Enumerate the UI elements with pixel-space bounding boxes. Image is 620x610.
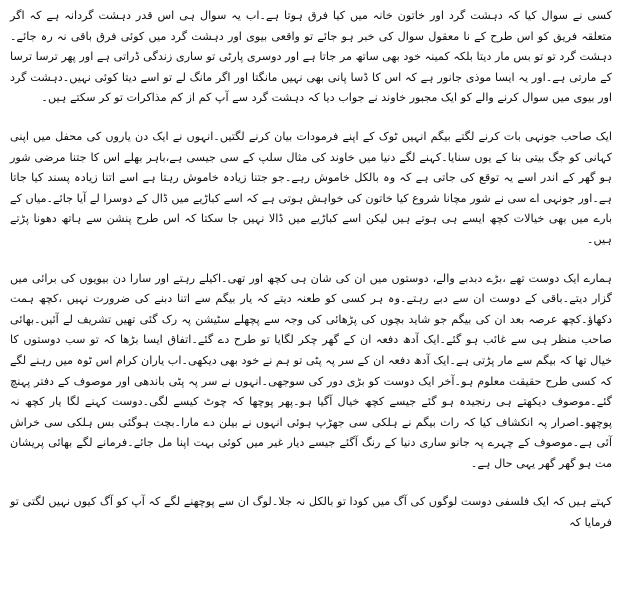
paragraph-4: کہتے ہیں کہ ایک فلسفی دوست لوگوں کی آگ میں کودا تو بالکل نہ جلا۔لوگ ان سے پوچھنے لگے کہ آپ کو آگ کیوں نہیں لگتی تو فرمایا کہ [10,495,612,530]
paragraph-3: ہمارے ایک دوست تھے ،بڑے دبدبے والے، دوستوں میں ان کی شان ہی کچھ اور تھی۔اکیلے رہتے اور سارا دن بیویوں کی برائی میں گزار دیتے۔باقی کے دوست ان سے دبے رہتے۔وہ ہر کسی کو طعنہ دیتے کہ یار بیگم سے اتنا دبنے کی ضرورت نہیں ،کچھ ہمت دکھاؤ۔کچھ عرصہ بعد ان کی بیگم جو شاید بچوں کی پڑھائی کی وجہ سے پچھلے سٹیشن پہ رک گئی تھیں تشریف لے آئیں۔بھائی صاحب منظر ہی سے غائب ہو گئے۔ایک آدھ دفعہ ان کے گھر چکر لگایا تو طرح دے گئے۔اتفاق ایسا بڑھا کہ تو سب دوستوں کا خیال تھا کہ بیگم سے مار پڑتی ہے۔ایک آدھ دفعہ ان کے سر پہ پٹی تو ہم نے خود بھی دیکھی۔اب یاران کرام اس ٹوہ میں رہنے لگے کہ کسی طرح حقیقت معلوم ہو۔آخر ایک دوست کو بڑی دور کی سوجھی۔انہوں نے سر پہ پٹی باندھی اور موصوف کے دفتر پہنچ گئے۔موصوف دیکھتے ہی رنجیدہ ہو گئے جیسے کچھ خیال آگیا ہو۔پھر پوچھا کہ چوٹ کیسے لگی۔دوست کہنے لگا یار کچھ نہ پوچھو۔اصرار پہ انکشاف کیا کہ رات بیگم نے ہلکی سی جھڑپ ہوئی انہوں نے بیلن دے مارا۔بچت ہوگئی بس ہلکی سی خراش آئی ہے۔موصوف کے چہرے پہ جانو ساری دنیا کے رنگ آگئے جیسے دیار غیر میں کوئی بہت اپنا مل جائے۔فرمانے لگے بھائی پریشان مت ہو گھر گھر یہی حال ہے۔ [10,271,612,470]
paragraph-1: کسی نے سوال کیا کہ دہشت گرد اور خاتون خانہ میں کیا فرق ہوتا ہے۔اب یہ سوال ہی اس قدر دہشت گردانہ ہے کہ اگر متعلقہ فریق کو اس طرح کے نا معقول سوال کی خبر ہو جائے تو واقعی بیوی اور دہشت گرد میں کوئی فرق باقی نہ رہ جائے۔دہشت گرد تو تو بس مار دیتا بلکہ کمینہ خود بھی ساتھ مر جاتا ہے اور دوسری پارٹی تو ساری زندگی ڈراتی ہے اور پھر ترسا ترسا کے مارتی ہے۔اور یہ ایسا موذی جانور ہے کہ اس کا ڈسا پانی بھی نہیں مانگتا اور اگر مانگ لے تو اسے دیتا کوئی نہیں۔دہشت گرد اور بیوی میں سوال کرنے والے کو ایک مجبور خاوند نے جواب دیا کہ دہشت گرد سے آپ کم از کم مذاکرات تو کر سکتے ہیں۔ [10,9,612,105]
paragraph-2: ایک صاحب جونہی بات کرنے لگتے بیگم انہیں ٹوک کے اپنے فرمودات بیان کرنے لگتیں۔انہوں نے ایک دن یاروں کی محفل میں اپنی کہانی کو جگ بیتی بنا کے یوں سنایا۔کہنے لگے دنیا میں خاوند کی مثال سلپ کے سی جیسی ہے،باہر بھلے اس کا جتنا مرضی شور ہو گھر کے اندر اسے یہ توقع کی جاتی ہے کہ وہ بالکل خاموش رہے۔جو جتنا زیادہ خاموش رہتا ہے اسے اتنا زیادہ پسند کیا جاتا ہے۔اور جونہی اے سی نے شور مچانا شروع کیا خاتون کی خواہش ہوتی ہے کہ اسے کباڑیے میں ڈال کے دوسرا لے آیا جائے۔میاں کے بارے میں بھی خیالات کچھ ایسے ہی ہوتے ہیں لیکن اسے کباڑیے میں ڈالا نہیں جا سکتا کہ اس طرح پنشن سے ہاتھ دھونا پڑتے ہیں۔ [10,129,612,246]
